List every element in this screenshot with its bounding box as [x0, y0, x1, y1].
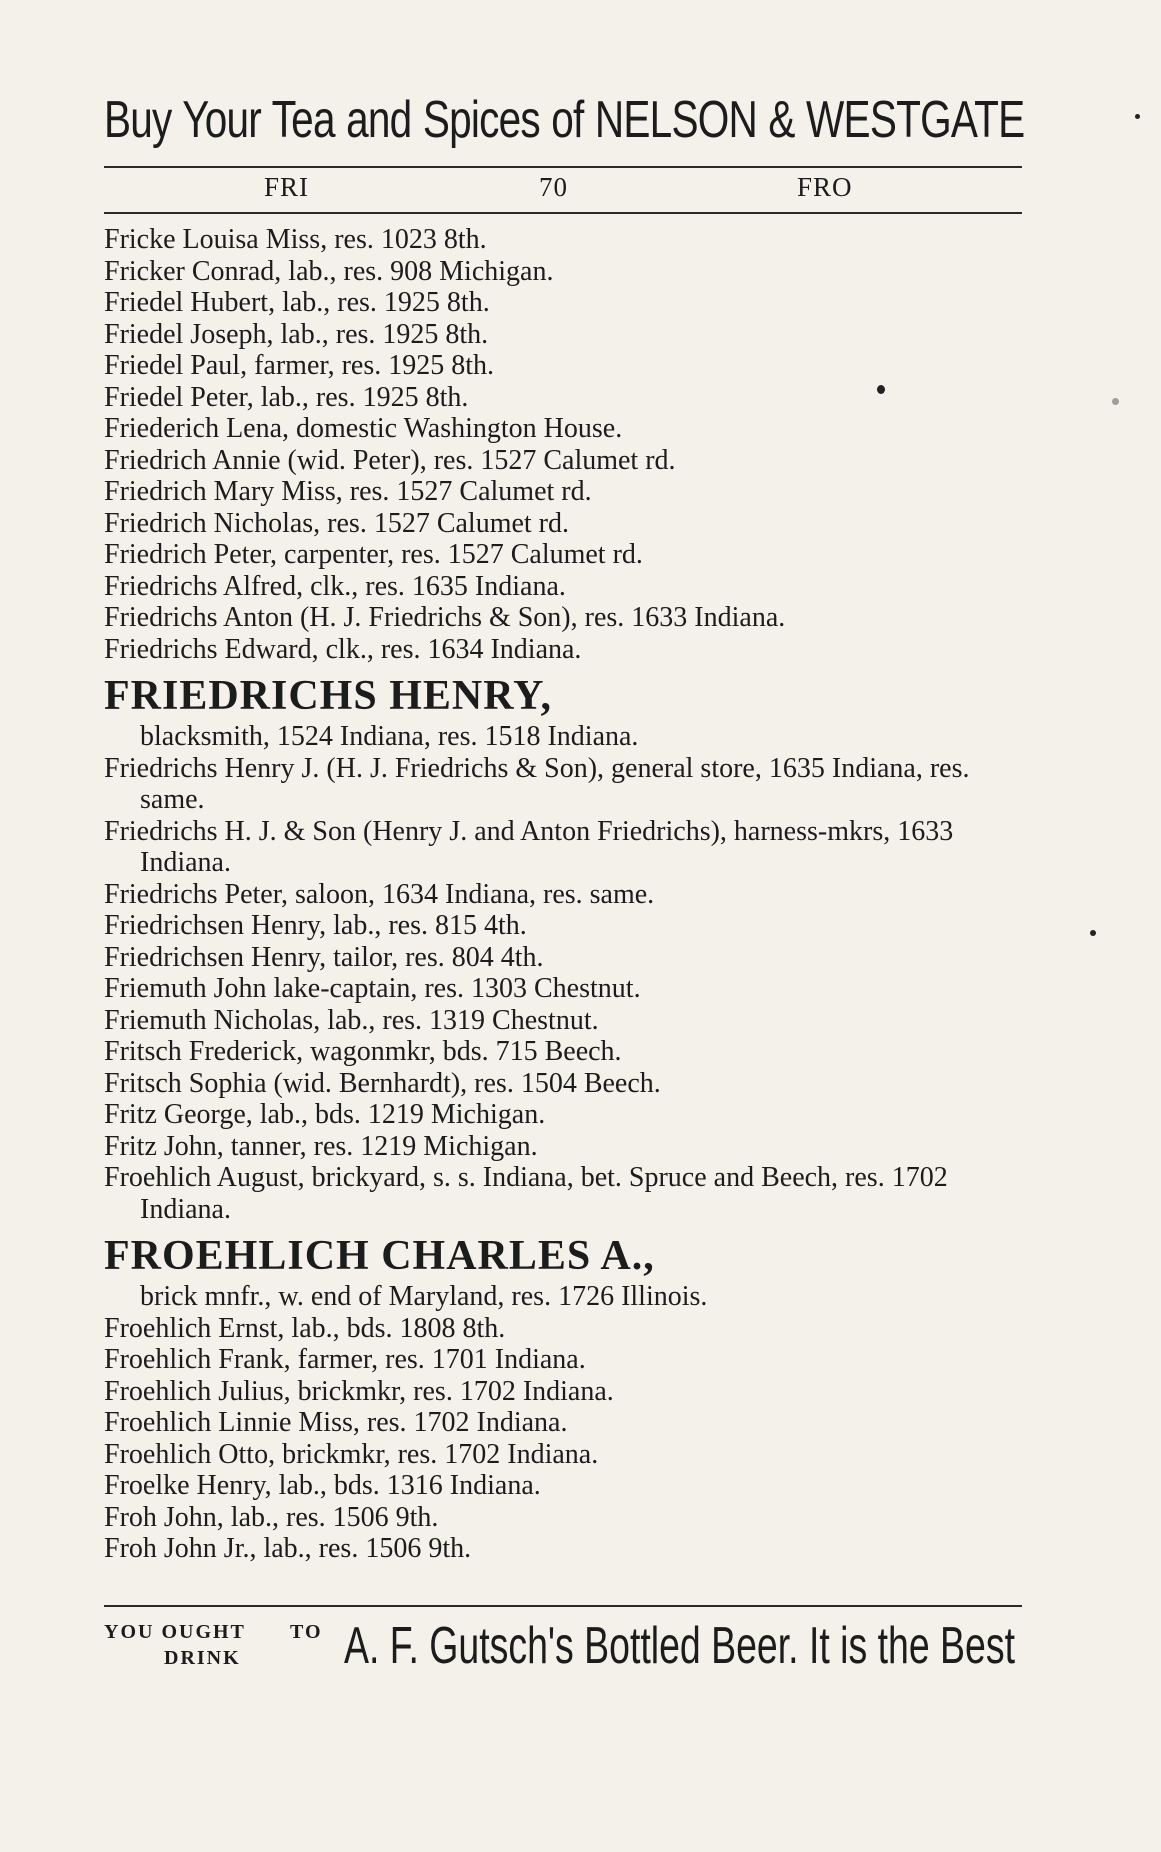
directory-entry: Fritsch Frederick, wagonmkr, bds. 715 Beech. — [104, 1036, 622, 1067]
directory-entry: Froehlich Linnie Miss, res. 1702 Indiana. — [104, 1407, 568, 1438]
directory-entry: Froh John Jr., lab., res. 1506 9th. — [104, 1533, 472, 1564]
ink-speck — [1090, 930, 1096, 936]
directory-entry: Friedrichs Peter, saloon, 1634 Indiana, res. same. — [104, 878, 655, 910]
directory-entry: Froelke Henry, lab., bds. 1316 Indiana. — [104, 1470, 541, 1501]
bold-listing-heading: FRIEDRICHS HENRY, — [104, 673, 553, 719]
bottom-advertisement — [104, 1613, 1022, 1683]
ad-line-1: YOU OUGHT — [104, 1621, 246, 1643]
directory-entry: Friedrichsen Henry, lab., res. 815 4th. — [104, 910, 527, 941]
directory-entry: Friemuth John lake-captain, res. 1303 Chestnut. — [104, 973, 641, 1004]
page-number: 70 — [539, 172, 568, 202]
directory-entry: Froh John, lab., res. 1506 9th. — [104, 1501, 439, 1533]
ad-small-text — [104, 1619, 323, 1671]
directory-entry: Fricke Louisa Miss, res. 1023 8th. — [104, 224, 487, 255]
directory-entry: Friederich Lena, domestic Washington House. — [104, 413, 623, 444]
ad-to: TO — [290, 1621, 323, 1643]
directory-entry: Friedrich Annie (wid. Peter), res. 1527 Calumet rd. — [104, 444, 676, 476]
directory-entry: Friedrichs Edward, clk., res. 1634 Indiana. — [104, 633, 582, 665]
footer-rule — [104, 1605, 1022, 1607]
ink-speck — [877, 385, 885, 394]
running-head-right: FRO — [797, 172, 853, 202]
directory-entry: Friedel Paul, farmer, res. 1925 8th. — [104, 350, 495, 381]
directory-entry: Friedrichs Alfred, clk., res. 1635 Indiana. — [104, 570, 566, 602]
directory-entry: Fritz John, tanner, res. 1219 Michigan. — [104, 1130, 538, 1162]
directory-entry: Fricker Conrad, lab., res. 908 Michigan. — [104, 255, 554, 287]
ink-speck — [1135, 114, 1140, 119]
running-head-left: FRI — [264, 172, 310, 202]
bold-listing-detail: brick mnfr., w. end of Maryland, res. 1726 Illinois. — [140, 1281, 708, 1312]
directory-entry: Froehlich August, brickyard, s. s. Indiana, bet. Spruce and Beech, res. 1702 Indiana. — [104, 1162, 948, 1225]
directory-entry: Friedrich Peter, carpenter, res. 1527 Calumet rd. — [104, 539, 643, 570]
directory-entry: Fritz George, lab., bds. 1219 Michigan. — [104, 1099, 546, 1130]
directory-entry: Friedel Joseph, lab., res. 1925 8th. — [104, 318, 489, 350]
running-head — [104, 172, 1022, 208]
bold-listing-heading: FROEHLICH CHARLES A., — [104, 1233, 655, 1279]
directory-entry: Froehlich Frank, farmer, res. 1701 Indiana. — [104, 1344, 586, 1375]
directory-entry: Friedrich Nicholas, res. 1527 Calumet rd. — [104, 507, 570, 539]
directory-entry: Friedrichs H. J. & Son (Henry J. and Anton Friedrichs), harness-mkrs, 1633 Indiana. — [104, 815, 954, 878]
directory-entry: Friedrichs Anton (H. J. Friedrichs & Son), res. 1633 Indiana. — [104, 602, 786, 633]
ad-main-text: A. F. Gutsch's Bottled Beer. It is the Best — [344, 1617, 1015, 1675]
top-advertisement: Buy Your Tea and Spices of NELSON & WESTGATE — [104, 91, 1025, 149]
directory-entry: Friedel Hubert, lab., res. 1925 8th. — [104, 287, 490, 318]
directory-entry: Froehlich Otto, brickmkr, res. 1702 Indiana. — [104, 1438, 599, 1470]
directory-entry: Fritsch Sophia (wid. Bernhardt), res. 1504 Beech. — [104, 1067, 661, 1099]
header-rule-bottom — [104, 212, 1022, 214]
header-rule-top — [104, 166, 1022, 168]
directory-entry: Froehlich Ernst, lab., bds. 1808 8th. — [104, 1312, 506, 1344]
ad-line-2: DRINK — [164, 1647, 241, 1669]
directory-entry: Friedrichsen Henry, tailor, res. 804 4th. — [104, 941, 544, 973]
directory-entry: Friemuth Nicholas, lab., res. 1319 Chestnut. — [104, 1004, 599, 1036]
directory-listing — [104, 224, 1022, 1565]
directory-entry: Froehlich Julius, brickmkr, res. 1702 Indiana. — [104, 1375, 614, 1407]
bold-listing-detail: blacksmith, 1524 Indiana, res. 1518 Indiana. — [140, 721, 639, 752]
directory-entry: Friedel Peter, lab., res. 1925 8th. — [104, 381, 469, 413]
directory-entry: Friedrichs Henry J. (H. J. Friedrichs & Son), general store, 1635 Indiana, res. same. — [104, 752, 970, 815]
ink-speck — [1112, 398, 1119, 405]
directory-entry: Friedrich Mary Miss, res. 1527 Calumet rd. — [104, 476, 592, 507]
